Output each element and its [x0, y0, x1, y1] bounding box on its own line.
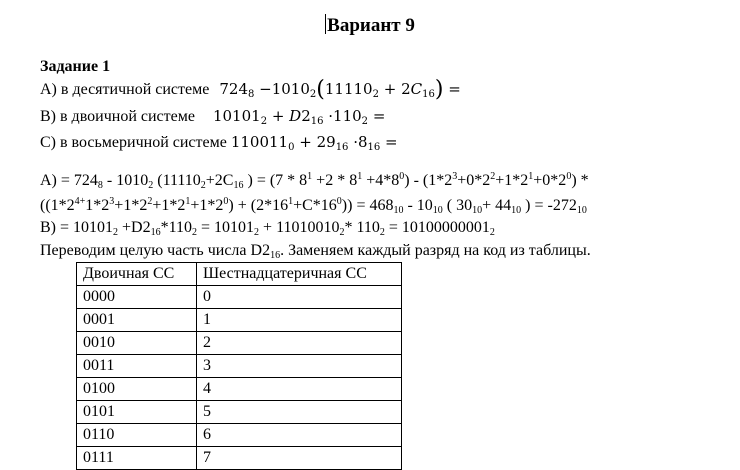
base: 16 [270, 250, 281, 261]
seg: ) * [571, 172, 589, 189]
cell: 0011 [77, 355, 197, 378]
base: 10 [432, 205, 443, 216]
exp: 0 [223, 196, 229, 207]
seg: ) + (2*16 [228, 197, 289, 214]
base: 10 [576, 205, 587, 216]
base: 2 [339, 227, 345, 238]
base: 2 [309, 89, 317, 100]
base: 10 [393, 205, 404, 216]
table-row [77, 378, 402, 401]
cell: 1 [197, 309, 402, 332]
base: 2 [200, 180, 206, 191]
seg: - 10 [403, 197, 433, 214]
document-title [0, 14, 740, 37]
exp: 0 [399, 171, 405, 182]
exp: 2 [147, 196, 153, 207]
table-row [77, 424, 402, 447]
base: 0 [288, 142, 295, 153]
text-cursor [325, 14, 326, 34]
column-header: Двоичная СС [77, 263, 197, 286]
exp: 3 [452, 171, 458, 182]
seg: +2C [205, 172, 234, 189]
seg: +0*2 [533, 172, 567, 189]
condition-b-expr: $10101_2 + D2_{16} \cdot 110_2$ = [212, 107, 386, 127]
exp: 1 [307, 171, 313, 182]
cell: 0100 [77, 378, 197, 401]
exp: 1 [185, 196, 191, 207]
cell: 6 [197, 424, 402, 447]
cell: 2 [197, 332, 402, 355]
base: 2 [489, 227, 495, 238]
seg: +1*2 [152, 197, 186, 214]
num: 11110 [324, 80, 373, 98]
seg: +D2 [118, 219, 151, 236]
title-text: Вариант 9 [327, 15, 415, 36]
cell: 5 [197, 401, 402, 424]
seg: Переводим целую часть числа D2 [40, 242, 271, 259]
seg: ) = -272 [521, 197, 577, 214]
seg: +4*8 [362, 172, 400, 189]
exp: 1 [288, 196, 294, 207]
table-row [77, 355, 402, 378]
num: 110011 [230, 133, 289, 151]
base: 2 [254, 227, 260, 238]
conversion-table [76, 262, 402, 470]
base: 16 [150, 227, 161, 238]
num: 10101 [212, 107, 261, 125]
seg: +1*2 [114, 197, 148, 214]
base: 2 [113, 227, 119, 238]
cell: 0000 [77, 286, 197, 309]
table-row [77, 309, 402, 332]
table-row [77, 447, 402, 470]
base: 2 [361, 116, 369, 127]
seg: ( 30 [442, 197, 473, 214]
seg: ) = (7 * 8 [243, 172, 308, 189]
table-row [77, 286, 402, 309]
seg: 1*2 [85, 197, 110, 214]
seg: +1*2 [495, 172, 529, 189]
task-heading: Задание 1 [40, 58, 111, 75]
seg: *110 [160, 219, 193, 236]
solution-b [40, 219, 495, 237]
cell: 4 [197, 378, 402, 401]
solution-a-line-2 [40, 197, 587, 215]
exp: 4+ [74, 196, 86, 207]
exp: 0 [336, 196, 342, 207]
seg: ((1*2 [40, 197, 75, 214]
num: 8 [357, 133, 368, 151]
base: 2 [372, 89, 379, 100]
base: 2 [260, 116, 268, 127]
condition-b-prefix: В) в двоичной системе [40, 108, 195, 125]
table-header-row [77, 263, 402, 286]
base: 16 [422, 89, 435, 100]
condition-b [40, 107, 385, 126]
cell: 3 [197, 355, 402, 378]
exp: 2 [490, 171, 496, 182]
cell: 0110 [77, 424, 197, 447]
base: 2 [379, 227, 385, 238]
condition-a-prefix: А) в десятичной системе [40, 81, 210, 98]
num: 29 [316, 133, 336, 151]
cell: 0101 [77, 401, 197, 424]
seg: + 11010010 [259, 219, 340, 236]
base: 16 [310, 116, 324, 127]
exp: 3 [109, 196, 115, 207]
condition-c-prefix: С) в восьмеричной системе [40, 134, 227, 151]
seg: - 1010 [102, 172, 149, 189]
table-row [77, 401, 402, 424]
seg: +1*2 [190, 197, 224, 214]
seg: +0*2 [457, 172, 491, 189]
num: 724 [219, 80, 248, 98]
condition-c-expr: $110011_0 + 29_{16} \cdot 8_{16}$ = [230, 133, 398, 153]
seg: * 110 [344, 219, 380, 236]
cell: 0 [197, 286, 402, 309]
base: 2 [148, 180, 154, 191]
cell: 0111 [77, 447, 197, 470]
seg: = 10100000001 [384, 219, 490, 236]
base: 10 [472, 205, 483, 216]
base: 2 [192, 227, 198, 238]
solution-a-line-1 [40, 172, 589, 190]
condition-c [40, 133, 398, 152]
seg: +2 * 8 [312, 172, 358, 189]
seg: + 44 [482, 197, 512, 214]
base: 8 [248, 89, 255, 100]
seg: ) - (1*2 [404, 172, 453, 189]
seg: )) = 468 [341, 197, 394, 214]
base: 16 [367, 142, 381, 153]
exp: 0 [566, 171, 572, 182]
condition-a [40, 77, 461, 102]
seg: В) = 10101 [40, 219, 114, 236]
exp: 1 [528, 171, 534, 182]
base: 16 [335, 142, 349, 153]
condition-a-expr: $724_8 -1010_2(11110_2 + 2C_{16})$ = [219, 77, 461, 102]
base: 8 [97, 180, 103, 191]
base: 16 [233, 180, 244, 191]
cell: 7 [197, 447, 402, 470]
table-row [77, 332, 402, 355]
seg: . Заменяем каждый разряд на код из таблицы. [280, 242, 591, 259]
seg: = 10101 [197, 219, 255, 236]
explanation-line [40, 242, 591, 260]
cell: 0010 [77, 332, 197, 355]
seg: +C*16 [293, 197, 337, 214]
cell: 0001 [77, 309, 197, 332]
num: 110 [333, 107, 362, 125]
base: 10 [511, 205, 522, 216]
seg: (11110 [153, 172, 201, 189]
num: 1010 [271, 80, 310, 98]
seg: А) = 724 [40, 172, 98, 189]
column-header: Шестнадцатеричная СС [197, 263, 402, 286]
exp: 1 [357, 171, 363, 182]
